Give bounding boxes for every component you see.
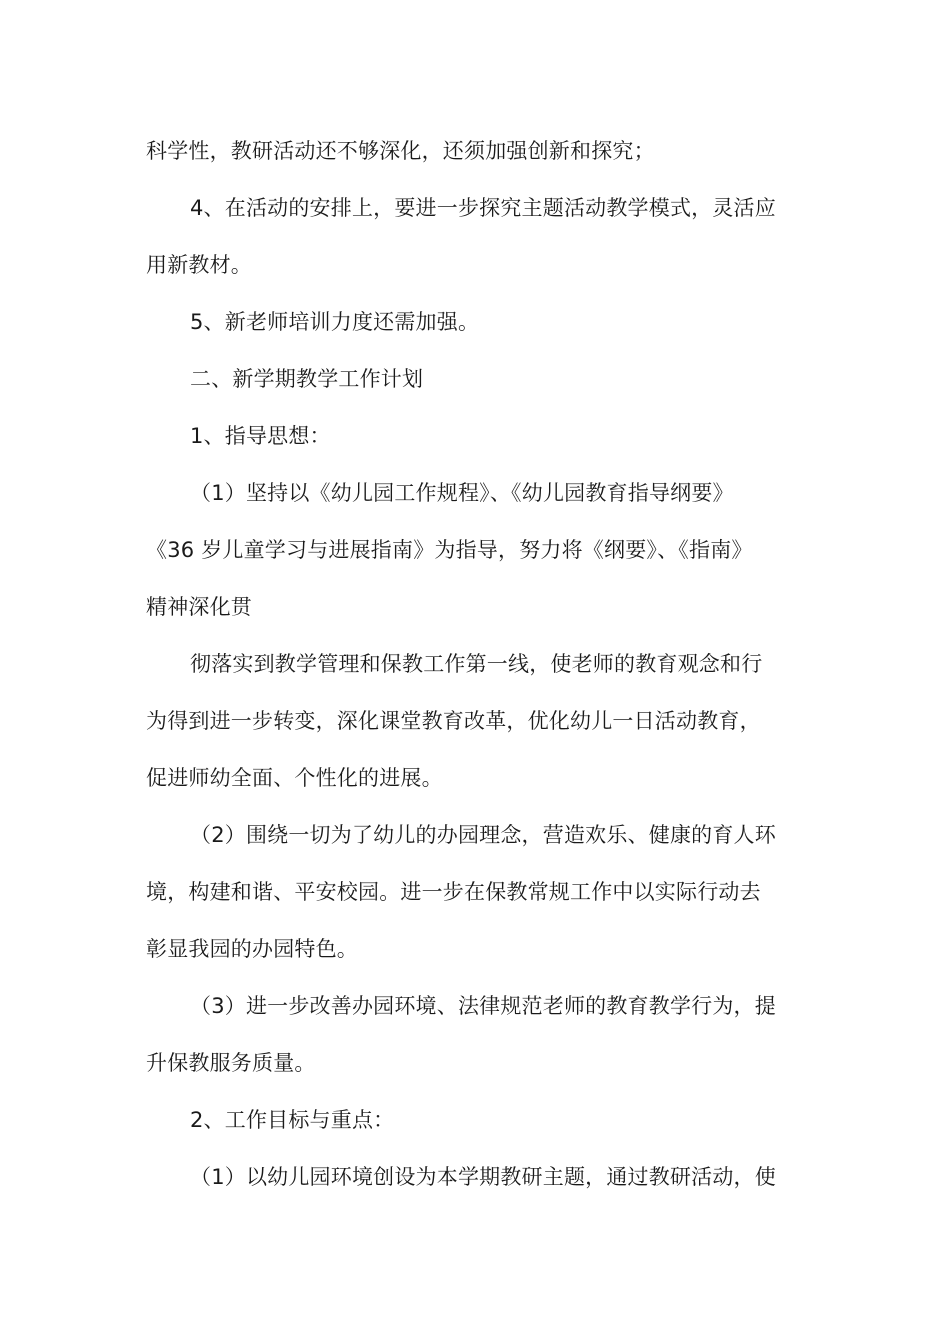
subsection-heading-2: 2、工作目标与重点： — [190, 1108, 395, 1132]
text-line-13: （2）围绕一切为了幼儿的办园理念，营造欢乐、健康的育人环 — [190, 823, 776, 847]
text-line-15: 彰显我园的办园特色。 — [146, 937, 358, 961]
text-line-3: 用新教材。 — [146, 253, 252, 277]
text-line-14: 境，构建和谐、平安校园。进一步在保教常规工作中以实际行动去 — [146, 880, 761, 904]
subsection-heading-1: 1、指导思想： — [190, 424, 331, 448]
text-line-9: 精神深化贯 — [146, 595, 252, 619]
text-line-17: 升保教服务质量。 — [146, 1051, 316, 1075]
text-line-11: 为得到进一步转变，深化课堂教育改革，优化幼儿一日活动教育， — [146, 709, 761, 733]
text-line-7: （1）坚持以《幼儿园工作规程》、《幼儿园教育指导纲要》 — [190, 481, 734, 505]
text-line-12: 促进师幼全面、个性化的进展。 — [146, 766, 443, 790]
text-line-19: （1）以幼儿园环境创设为本学期教研主题，通过教研活动，使 — [190, 1165, 776, 1189]
text-line-16: （3）进一步改善办园环境、法律规范老师的教育教学行为，提 — [190, 994, 776, 1018]
text-line-2: 4、在活动的安排上，要进一步探究主题活动教学模式，灵活应 — [190, 196, 776, 220]
text-line-1: 科学性，教研活动还不够深化，还须加强创新和探究； — [146, 139, 655, 163]
text-line-8: 《36 岁儿童学习与进展指南》为指导，努力将《纲要》、《指南》 — [146, 538, 753, 562]
text-line-4: 5、新老师培训力度还需加强。 — [190, 310, 480, 334]
text-line-10: 彻落实到教学管理和保教工作第一线，使老师的教育观念和行 — [190, 652, 763, 676]
section-heading: 二、新学期教学工作计划 — [190, 367, 424, 391]
